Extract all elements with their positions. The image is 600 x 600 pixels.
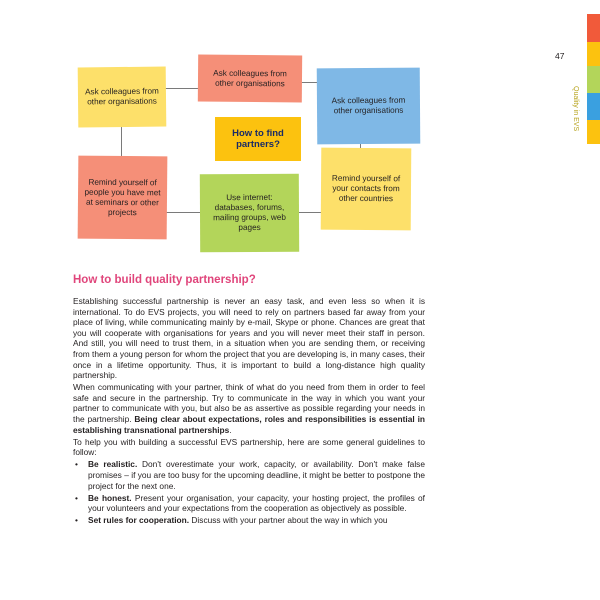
idea-box-internet: Use internet: databases, forums, mailing groups, web pages bbox=[200, 174, 299, 253]
bullet: • bbox=[75, 515, 78, 526]
color-tab bbox=[587, 93, 600, 120]
center-question-box: How to find partners? bbox=[215, 117, 301, 161]
bullet: • bbox=[75, 459, 78, 470]
page-number: 47 bbox=[555, 51, 565, 61]
connector-line bbox=[165, 88, 200, 89]
side-label: Quality in EVS bbox=[572, 86, 579, 132]
guidelines-list bbox=[73, 459, 425, 526]
section-heading: How to build quality partnership? bbox=[73, 274, 256, 286]
idea-box-people-met: Remind yourself of people you have met at seminars or other projects bbox=[78, 156, 168, 240]
list-item: • Be realistic. Don't overestimate your work, capacity, or availability. Don't make false promises – if you are too busy for the upcoming deadline, it might be better to postpone the project for the next one. bbox=[75, 459, 425, 491]
paragraph: To help you with building a successful EVS partnership, here are some general guidelines to follow: bbox=[73, 436, 425, 458]
idea-box-colleagues: Ask colleagues from other organisations bbox=[317, 68, 421, 145]
paragraph: Establishing successful partnership is never an easy task, and even less so when it is international. To do EVS projects, you will need to rely on partners based far away from your place of living, while communicating mainly by e-mail, Skype or phone. Chances are great that you will cooperate with organisations for years and you will never meet their staff in person. And still, you will need to trust them, in a situation when you are sending them, or receiving from them a young person for whom the project that you are developing is, in many cases, their once in a lifetime opportunity. Thus, it is important to build a long-distance high quality partnership. bbox=[73, 296, 425, 381]
bullet: • bbox=[75, 492, 78, 503]
idea-box-colleagues: Ask colleagues from other organisations bbox=[198, 55, 302, 103]
color-tab bbox=[587, 66, 600, 93]
body-text bbox=[73, 296, 425, 527]
idea-box-colleagues: Ask colleagues from other organisations bbox=[78, 67, 167, 128]
color-tab bbox=[587, 42, 600, 66]
color-tab bbox=[587, 120, 600, 144]
list-item: • Set rules for cooperation. Discuss with your partner about the way in which you bbox=[75, 515, 388, 526]
idea-box-contacts: Remind yourself of your contacts from other countries bbox=[321, 148, 412, 231]
color-tab bbox=[587, 14, 600, 42]
list-item: • Be honest. Present your organisation, your capacity, your hosting project, the profiles of your volunteers and your expectations from the cooperation as objectively as possible. bbox=[75, 492, 425, 514]
paragraph: When communicating with your partner, think of what do you need from them in order to feel safe and secure in the partnership. Try to communicate in the way in which you want your partner to communicate with you, but also be as assertive as possible regarding your needs in the partnership. Being clear about expectations, roles and responsibilities is essential in establishing transnational partnerships. bbox=[73, 382, 425, 435]
